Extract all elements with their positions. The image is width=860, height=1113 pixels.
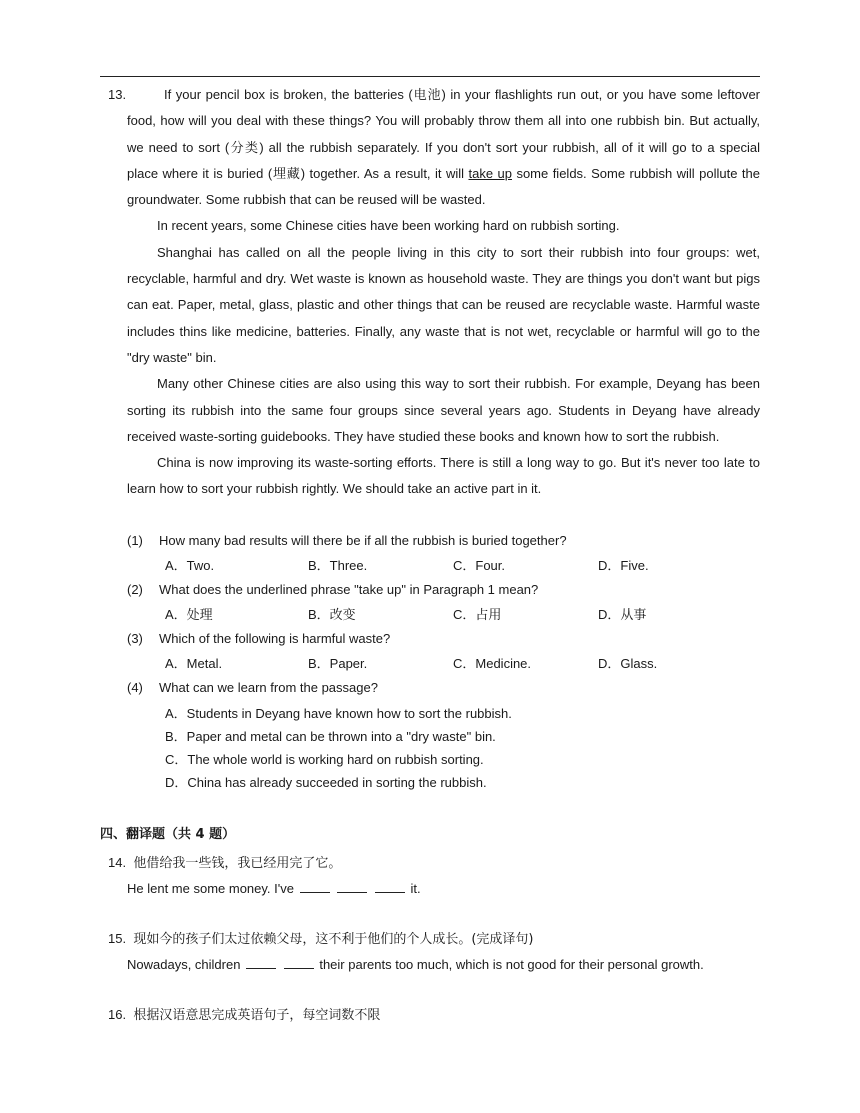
question-15-prompt: 15. 现如今的孩子们太过依赖父母，这不利于他们的个人成长。(完成译句) <box>108 931 534 947</box>
option-a[interactable]: A．Metal. <box>165 656 223 671</box>
option-c[interactable]: C．Four. <box>453 558 506 573</box>
paragraph-1: If your pencil box is broken, the batteries (电池) in your flashlights run out, or you have some leftover food, how will you deal with these things? You will probably throw them all into one rubbish bin. But actually, we need to sort (分类) all the rubbish separately. If you don't sort your rubbish, all of it will go to a special place where it is buried (埋藏) together. As a result, it will take up some fields. Some rubbish will pollute the groundwater. Some rubbish that can be reused will be wasted. <box>127 87 760 208</box>
question-4: (4) What can we learn from the passage? <box>127 680 378 695</box>
option-a[interactable]: A．处理 <box>165 607 213 622</box>
paragraph-3: Shanghai has called on all the people living in this city to sort their rubbish into four groups: wet, recyclable, harmful and dry. Wet waste is known as household waste. They are things you don't want but pigs can eat. Paper, metal, glass, plastic and other things that can be reused are recyclable waste. Harmful waste includes thins like medicine, batteries. Finally, any waste that is not wet, recyclable or harmful will go to the "dry waste" bin. <box>127 244 760 365</box>
answer-blank[interactable] <box>300 880 330 893</box>
section-title: 四、翻译题（共 4 题） <box>100 827 236 842</box>
question-2-options <box>165 603 765 627</box>
option-b[interactable]: B．改变 <box>308 607 356 622</box>
paragraph-4: Many other Chinese cities are also using this way to sort their rubbish. For example, Deyang has been sorting its rubbish into the same four groups since several years ago. Students in Deyang have already received waste-sorting guidebooks. They have studied these books and known how to sort the rubbish. <box>127 376 760 444</box>
paragraph-5: China is now improving its waste-sorting efforts. There is still a long way to go. But it's never too late to learn how to sort your rubbish rightly. We should take an active part in it. <box>127 455 760 497</box>
question-3-options <box>165 652 765 676</box>
question-number: 13. <box>108 87 127 102</box>
option-d[interactable]: D．Five. <box>598 558 649 573</box>
answer-blank[interactable] <box>284 956 314 969</box>
question-14-sentence: He lent me some money. I've it. <box>127 881 421 896</box>
option-b[interactable]: B．Paper and metal can be thrown into a "dry waste" bin. <box>165 729 496 744</box>
option-c[interactable]: C．Medicine. <box>453 656 532 671</box>
option-d[interactable]: D．China has already succeeded in sorting the rubbish. <box>165 775 487 790</box>
answer-blank[interactable] <box>337 880 367 893</box>
option-b[interactable]: B．Paper. <box>308 656 368 671</box>
option-d[interactable]: D．Glass. <box>598 656 658 671</box>
option-a[interactable]: A．Students in Deyang have known how to sort the rubbish. <box>165 706 512 721</box>
question-3: (3) Which of the following is harmful waste? <box>127 631 391 646</box>
paragraph-2: In recent years, some Chinese cities have been working hard on rubbish sorting. <box>157 218 620 234</box>
option-c[interactable]: C．占用 <box>453 607 502 622</box>
reading-passage <box>108 82 760 503</box>
question-16-prompt: 16. 根据汉语意思完成英语句子，每空词数不限 <box>108 1007 381 1023</box>
answer-blank[interactable] <box>246 956 276 969</box>
question-15-sentence: Nowadays, children their parents too much, which is not good for their personal growth. <box>127 957 704 972</box>
question-1-options <box>165 554 765 578</box>
option-a[interactable]: A．Two. <box>165 558 215 573</box>
answer-blank[interactable] <box>375 880 405 893</box>
question-2: (2) What does the underlined phrase "take up" in Paragraph 1 mean? <box>127 582 539 597</box>
option-d[interactable]: D．从事 <box>598 607 647 622</box>
question-14-prompt: 14. 他借给我一些钱，我已经用完了它。 <box>108 855 342 871</box>
option-c[interactable]: C．The whole world is working hard on rubbish sorting. <box>165 752 484 767</box>
underlined-phrase: take up <box>468 165 512 181</box>
top-divider <box>100 76 760 77</box>
question-1: (1) How many bad results will there be if all the rubbish is buried together? <box>127 533 567 548</box>
option-b[interactable]: B．Three. <box>308 558 368 573</box>
